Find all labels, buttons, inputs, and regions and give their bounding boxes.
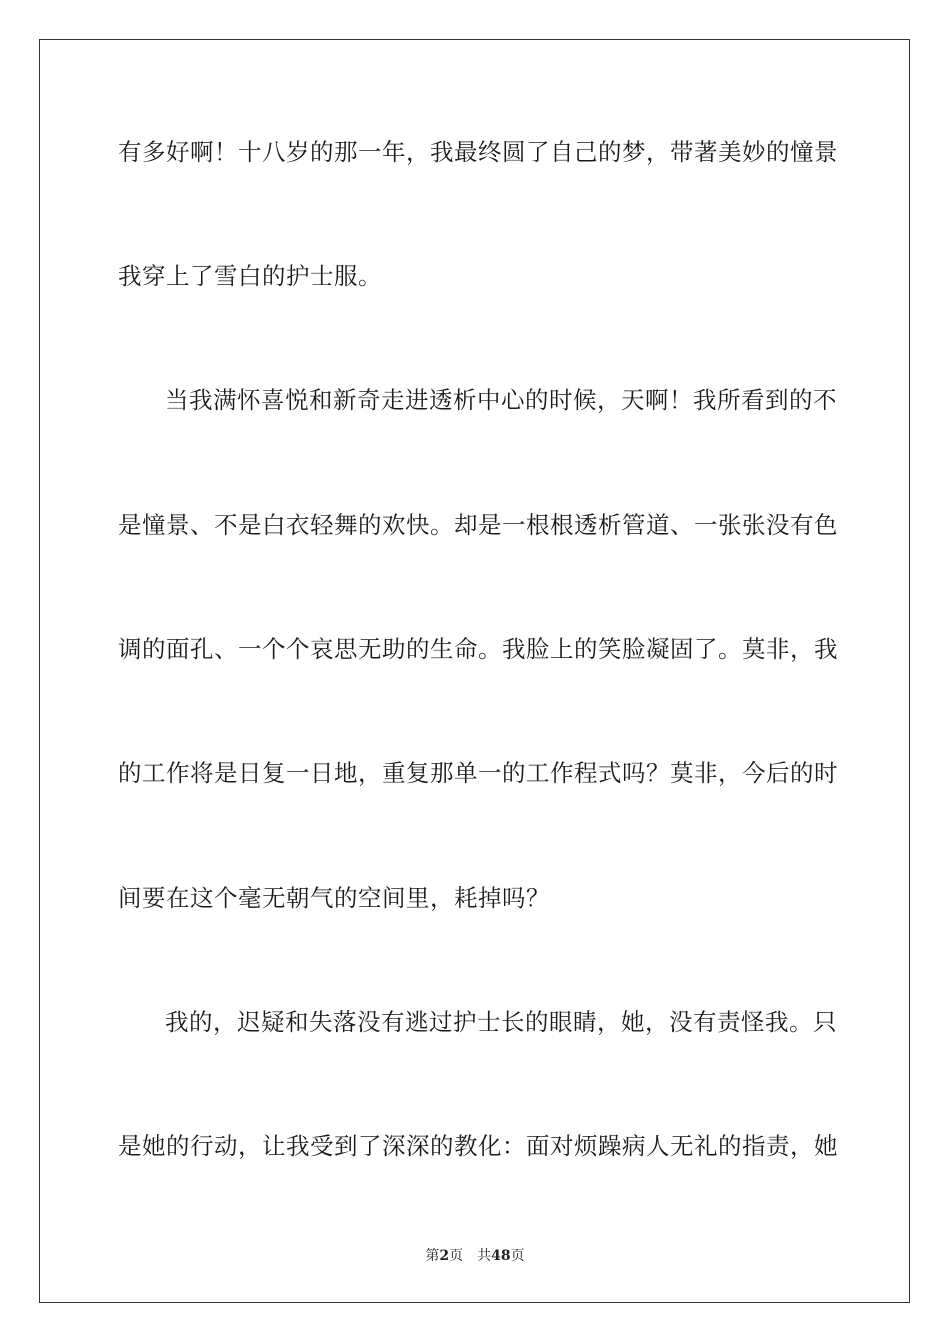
- total-pages: 48: [491, 1248, 511, 1264]
- page-number: 2: [439, 1248, 450, 1264]
- page-suffix: 页: [449, 1248, 464, 1264]
- paragraph-first-line: 当我满怀喜悦和新奇走进透析中心的时候，天啊！我所看到的不: [165, 386, 837, 414]
- text-line: 是憧景、不是白衣轻舞的欢快。却是一根根透析管道、一张张没有色: [118, 511, 838, 539]
- total-prefix: 共: [477, 1248, 492, 1264]
- total-suffix: 页: [510, 1248, 525, 1264]
- text-line: 是她的行动，让我受到了深深的教化：面对烦躁病人无礼的指责，她: [118, 1132, 838, 1160]
- page-prefix: 第: [425, 1248, 440, 1264]
- page-border: [39, 39, 910, 1303]
- text-line: 间要在这个毫无朝气的空间里，耗掉吗？: [118, 884, 550, 912]
- text-line: 的工作将是日复一日地，重复那单一的工作程式吗？莫非，今后的时: [118, 759, 838, 787]
- page-footer: [0, 1247, 950, 1265]
- paragraph-first-line: 我的，迟疑和失落没有逃过护士长的眼睛，她，没有责怪我。只: [165, 1008, 837, 1036]
- text-line: 有多好啊！十八岁的那一年，我最终圆了自己的梦，带著美妙的憧景: [118, 138, 838, 166]
- text-line: 调的面孔、一个个哀思无助的生命。我脸上的笑脸凝固了。莫非，我: [118, 635, 838, 663]
- text-line: 我穿上了雪白的护士服。: [118, 262, 382, 290]
